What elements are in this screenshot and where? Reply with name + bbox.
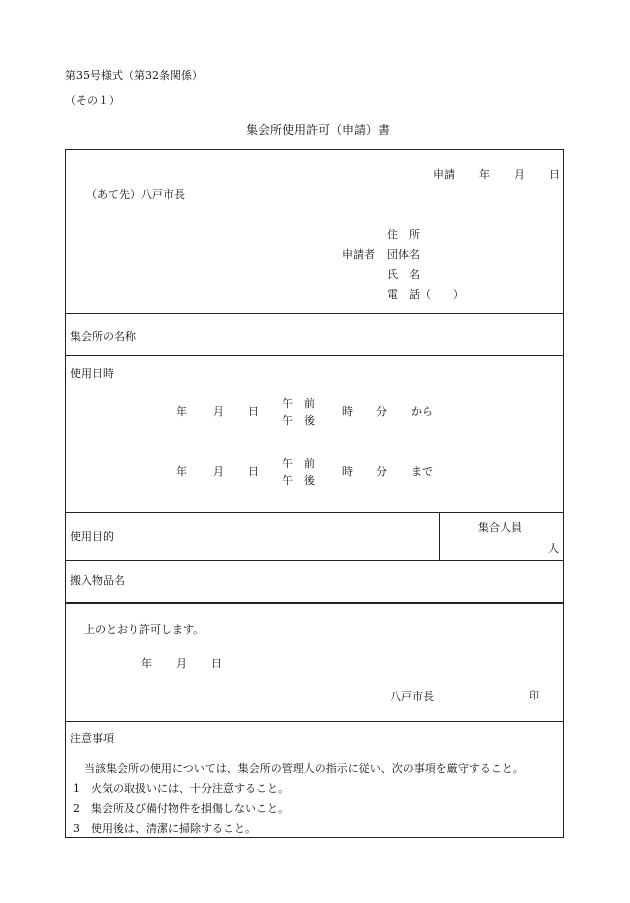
end-until: まで [411, 465, 433, 478]
start-hour: 時 [342, 405, 353, 418]
application-form [65, 149, 564, 838]
end-am: 午 前 [282, 457, 315, 470]
applicant-name-label: 氏 名 [387, 268, 420, 281]
notes-intro: 当該集会所の使用については、集会所の管理人の指示に従い、次の事項を厳守すること。 [84, 762, 524, 775]
start-year: 年 [176, 405, 187, 418]
end-pm: 午 後 [282, 474, 315, 487]
approval-mayor: 八戸市長 [390, 690, 434, 703]
approval-day: 日 [211, 657, 222, 670]
items-label: 搬入物品名 [70, 574, 125, 587]
sub-number: （その１） [65, 94, 120, 107]
start-day: 日 [248, 405, 259, 418]
start-month: 月 [213, 405, 224, 418]
section-divider [66, 602, 563, 604]
end-hour: 時 [342, 465, 353, 478]
end-month: 月 [213, 465, 224, 478]
application-year: 年 [479, 168, 490, 181]
approval-month: 月 [176, 657, 187, 670]
end-minute: 分 [376, 465, 387, 478]
notes-heading: 注意事項 [70, 732, 114, 745]
application-day: 日 [549, 168, 560, 181]
note-text: 使用後は、清潔に掃除すること。 [91, 822, 256, 835]
form-number: 第35号様式（第32条関係） [65, 69, 203, 82]
applicant-address-label: 住 所 [387, 228, 420, 241]
approval-year: 年 [141, 657, 152, 670]
note-number: 1 [73, 782, 80, 795]
application-month: 月 [514, 168, 525, 181]
divider [66, 313, 563, 314]
divider [66, 512, 563, 513]
document-title: 集会所使用許可（申請）書 [246, 123, 391, 137]
divider [66, 560, 563, 561]
note-text: 火気の取扱いには、十分注意すること。 [91, 782, 289, 795]
start-am: 午 前 [282, 397, 315, 410]
end-day: 日 [248, 465, 259, 478]
applicant-phone-label: 電 話（ ） [387, 288, 464, 301]
divider [66, 355, 563, 356]
approval-text: 上のとおり許可します。 [84, 623, 205, 636]
column-divider [439, 512, 440, 560]
application-date-label: 申請 [433, 168, 455, 181]
note-number: 3 [73, 822, 80, 835]
addressee: （あて先）八戸市長 [86, 188, 185, 201]
usage-datetime-label: 使用日時 [70, 367, 114, 380]
attendees-label: 集合人員 [478, 521, 522, 534]
start-from: から [411, 405, 433, 418]
purpose-label: 使用目的 [70, 530, 114, 543]
attendees-unit: 人 [548, 542, 559, 555]
note-text: 集会所及び備付物件を損傷しないこと。 [91, 802, 289, 815]
applicant-label: 申請者 [342, 248, 375, 261]
start-pm: 午 後 [282, 414, 315, 427]
applicant-group-label: 団体名 [387, 248, 420, 261]
seal-mark: 印 [529, 691, 539, 702]
start-minute: 分 [376, 405, 387, 418]
note-number: 2 [73, 802, 80, 815]
end-year: 年 [176, 465, 187, 478]
divider [66, 721, 563, 722]
facility-name-label: 集会所の名称 [70, 330, 136, 343]
